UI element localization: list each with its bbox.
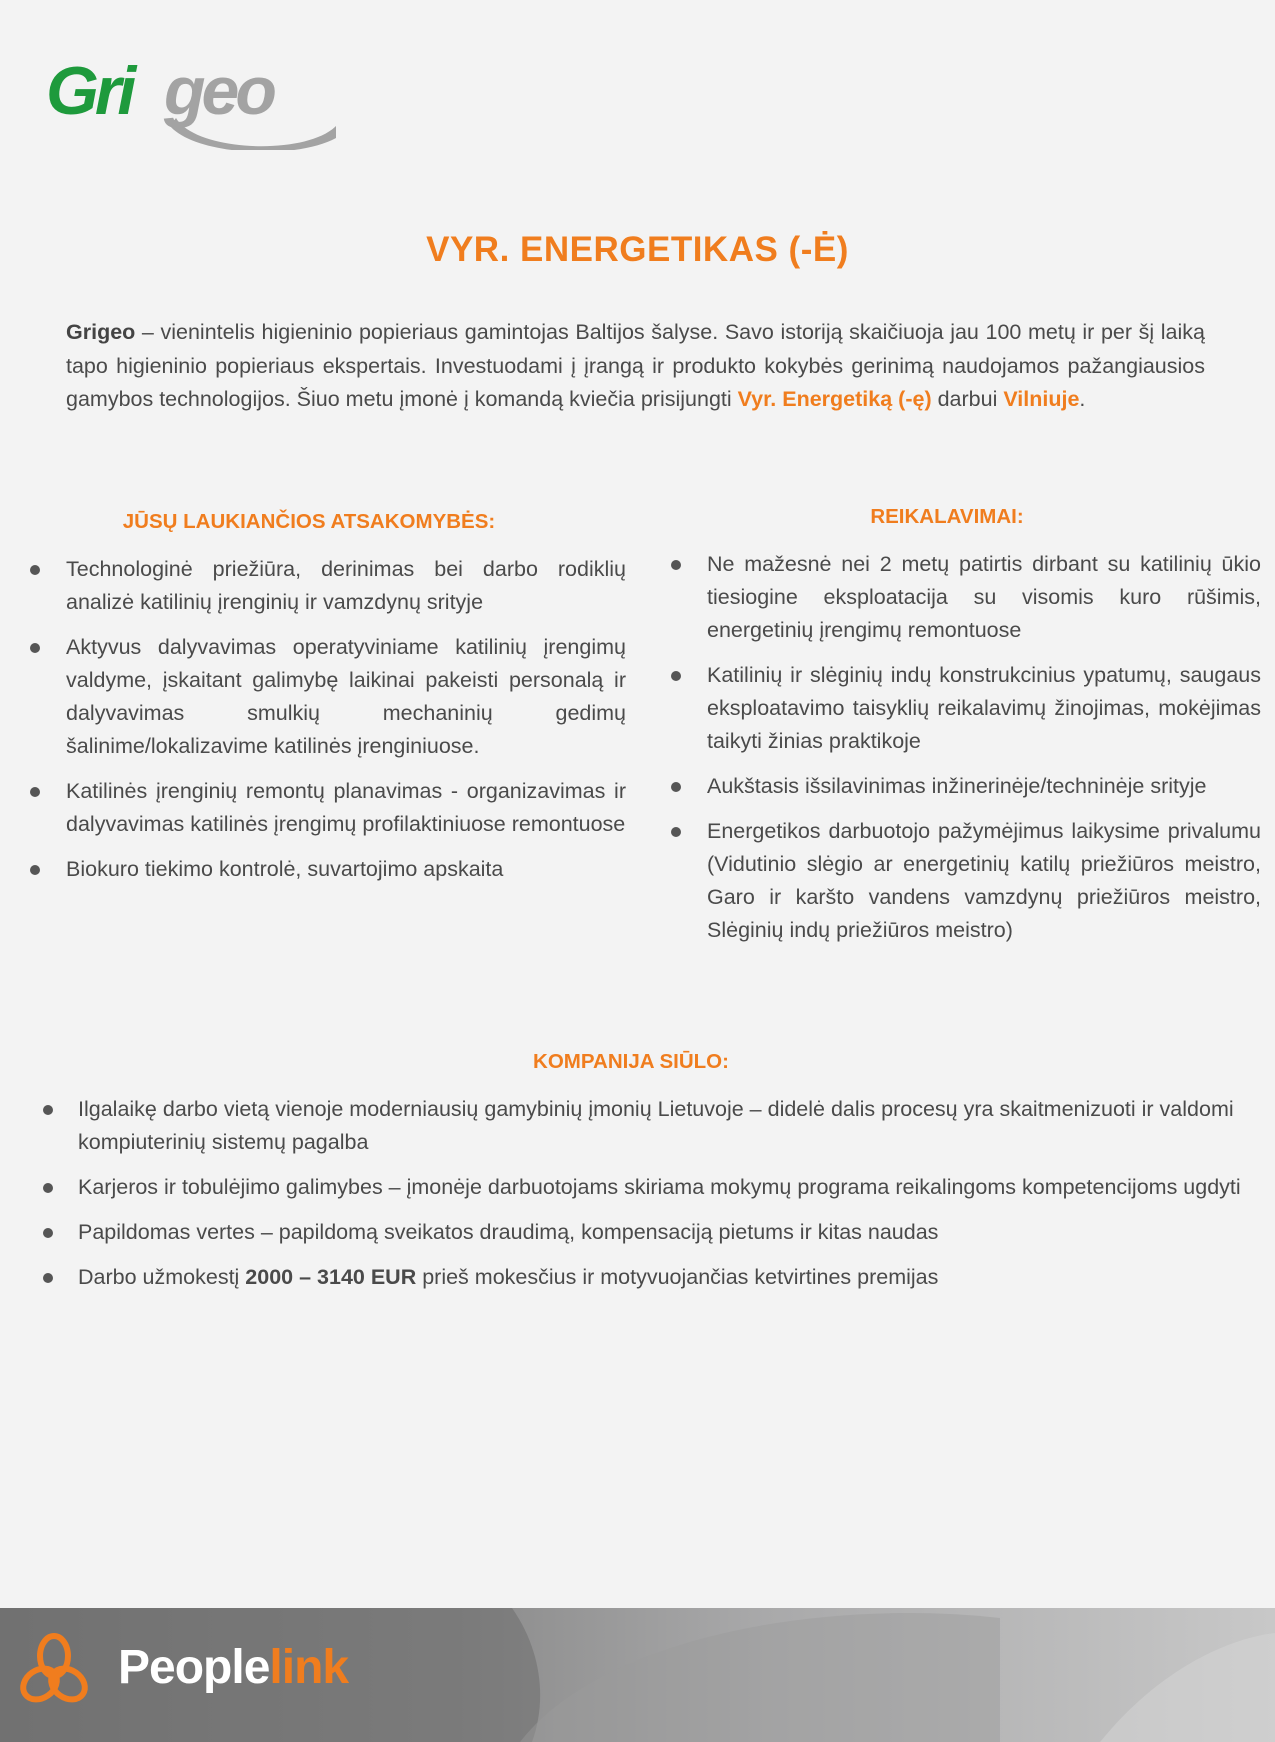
page-title: VYR. ENERGETIKAS (-Ė)	[426, 230, 849, 269]
offer-list	[78, 1093, 1258, 1306]
peoplelink-brand-part2: link	[269, 1641, 349, 1694]
city-name: Vilniuje	[1003, 387, 1080, 411]
company-name: Grigeo	[66, 320, 136, 344]
list-item: Technologinė priežiūra, derinimas bei darbo rodiklių analizė katilinių įrenginių ir vamzdynų srityje	[66, 553, 626, 619]
responsibilities-list	[66, 553, 626, 898]
grigeo-logo	[46, 56, 356, 150]
position-name: Vyr. Energetiką (-ę)	[737, 387, 932, 411]
offer-heading: KOMPANIJA SIŪLO:	[533, 1050, 729, 1073]
intro-text-3: .	[1079, 387, 1086, 411]
salary-amount: 2000 – 3140 EUR	[245, 1265, 417, 1289]
requirements-list	[707, 548, 1261, 959]
list-item: Energetikos darbuotojo pažymėjimus laikysime privalumu (Vidutinio slėgio ar energetinių katilų priežiūros meistro, Garo ir karšto vandens vamzdynų priežiūros meistro, Slėginių indų priežiūros meistro)	[707, 815, 1261, 947]
intro-text-2: darbui	[931, 387, 1004, 411]
requirements-heading: REIKALAVIMAI:	[870, 505, 1024, 528]
list-item: Katilinių ir slėginių indų konstrukcinius ypatumų, saugaus eksploatavimo taisyklių reikalavimų žinojimas, mokėjimas taikyti žinias praktikoje	[707, 659, 1261, 758]
list-item: Katilinės įrenginių remontų planavimas - organizavimas ir dalyvavimas katilinės įrengimų profilaktiniuose remontuose	[66, 775, 626, 841]
peoplelink-brand-part1: People	[118, 1641, 270, 1694]
responsibilities-heading: JŪSŲ LAUKIANČIOS ATSAKOMYBĖS:	[122, 510, 496, 533]
list-item: Aukštasis išsilavinimas inžinerinėje/techninėje srityje	[707, 770, 1261, 803]
peoplelink-logo-text	[118, 1640, 348, 1695]
peoplelink-knot-icon	[18, 1632, 90, 1712]
list-item: Karjeros ir tobulėjimo galimybes – įmonėje darbuotojams skiriama mokymų programa reikalingoms kompetencijoms ugdyti	[78, 1171, 1258, 1204]
intro-text-1: – vienintelis higieninio popieriaus gamintojas Baltijos šalyse. Savo istoriją skaičiuoja jau 100 metų ir per šį laiką tapo higieninio popieriaus ekspertais. Investuodami į įrangą ir produkto kokybės gerinimą naudojamos pažangiausios gamybos technologijos. Šiuo metu įmonė į komandą kviečia prisijungti	[66, 320, 1205, 411]
list-item: Ilgalaikę darbo vietą vienoje moderniausių gamybinių įmonių Lietuvoje – didelė dalis procesų yra skaitmenizuoti ir valdomi kompiuterinių sistemų pagalba	[78, 1093, 1258, 1159]
list-item: Papildomas vertes – papildomą sveikatos draudimą, kompensaciją pietums ir kitas naudas	[78, 1216, 1258, 1249]
salary-prefix: Darbo užmokestį	[78, 1265, 246, 1289]
salary-suffix: prieš mokesčius ir motyvuojančias ketvirtines premijas	[416, 1265, 939, 1289]
salary-item	[78, 1261, 1258, 1294]
list-item: Ne mažesnė nei 2 metų patirtis dirbant su katilinių ūkio tiesiogine eksploatacija su visomis kuro rūšimis, energetinių įrengimų remontuose	[707, 548, 1261, 647]
svg-text:Gri: Gri	[46, 56, 133, 129]
list-item: Biokuro tiekimo kontrolė, suvartojimo apskaita	[66, 853, 626, 886]
svg-text:geo: geo	[164, 56, 273, 129]
footer-banner	[0, 1608, 1275, 1742]
intro-paragraph	[66, 316, 1205, 417]
list-item: Aktyvus dalyvavimas operatyviniame katilinių įrengimų valdyme, įskaitant galimybę laikinai pakeisti personalą ir dalyvavimas smulkių mechaninių gedimų šalinime/lokalizavime katilinės įrenginiuose.	[66, 631, 626, 763]
